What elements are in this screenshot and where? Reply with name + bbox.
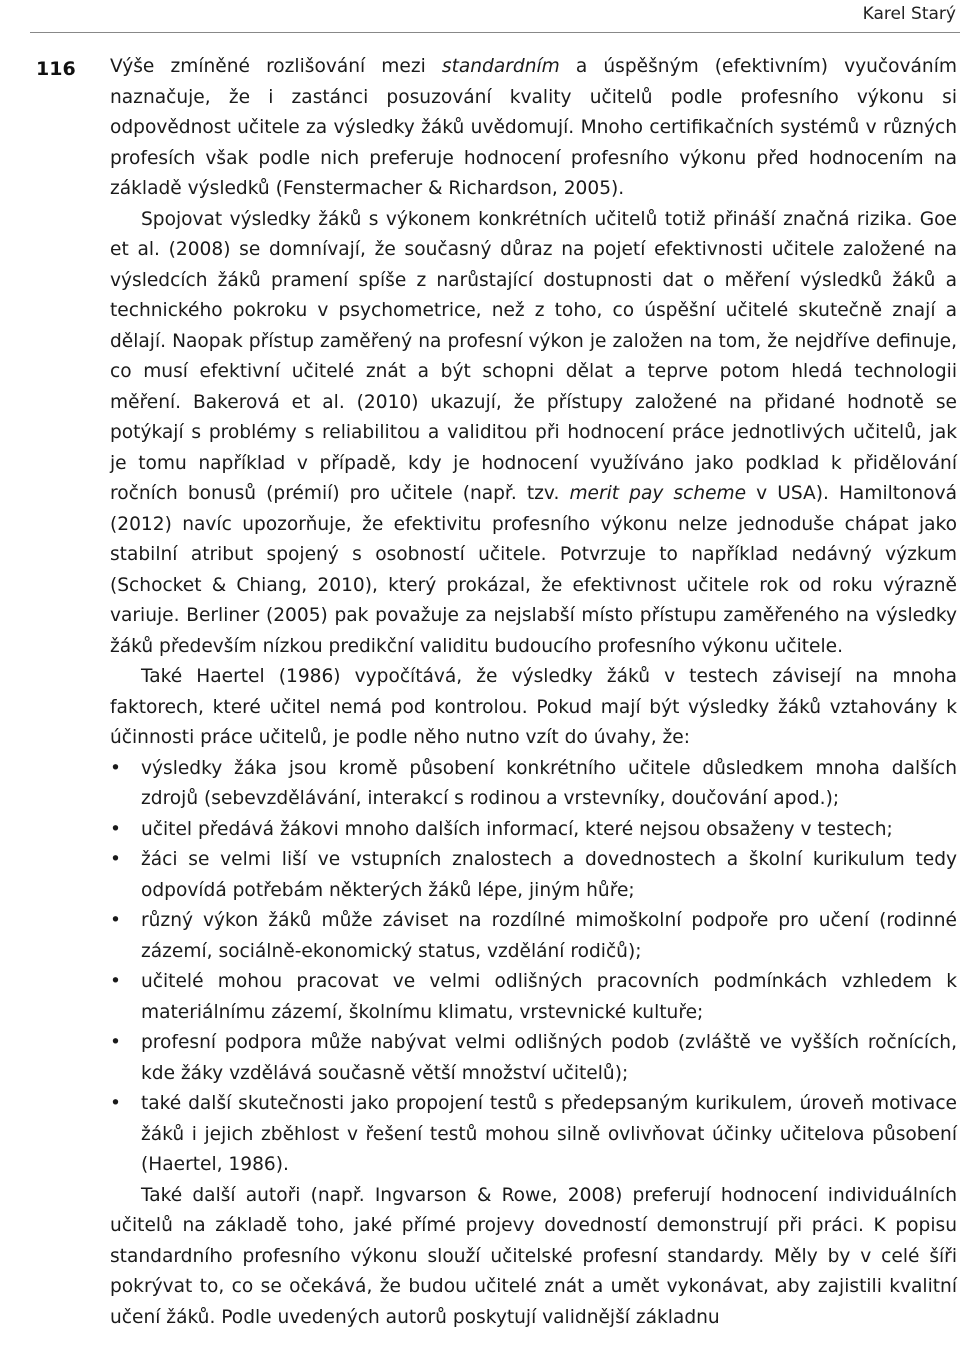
p1-text-a: Výše zmíněné rozlišování mezi xyxy=(110,56,442,77)
bullet-list xyxy=(110,754,957,1181)
bullet-item: • žáci se velmi liší ve vstupních znalostech a dovednostech a školní kurikulum tedy odpovídá potřebám některých žáků lépe, jiným hůře; xyxy=(110,845,957,906)
bullet-item: • výsledky žáka jsou kromě působení konkrétního učitele důsledkem mnoha dalších zdrojů (sebevzdělávání, interakcí s rodinou a vrstevníky, doučování apod.); xyxy=(110,754,957,815)
p1-italic-term: standardním xyxy=(441,56,560,77)
p1-text-b: a úspěšným (efektivním) vyučováním naznačuje, že i zastánci posuzování kvality učitelů podle profesního výkonu si odpovědnost učitele za výsledky žáků uvědomují. Mnoho certifikačních systémů v různých profesích však podle nich preferuje hodnocení profesního výkonu před hodnocením na základě výsledků (Fenstermacher & Richardson, 2005). xyxy=(110,56,957,199)
bullet-item: • také další skutečnosti jako propojení testů s předepsaným kurikulem, úroveň motivace žáků i jejich zběhlost v řešení testů mohou silně ovlivňovat účinky učitelova působení (Haertel, 1986). xyxy=(110,1089,957,1181)
p2-italic-term: merit pay scheme xyxy=(569,483,747,504)
body-text xyxy=(110,52,957,1333)
paragraph-3: Také Haertel (1986) vypočítává, že výsledky žáků v testech závisejí na mnoha faktorech, které učitel nemá pod kontrolou. Pokud mají být výsledky žáků vztahovány k účinnosti práce učitelů, je podle něho nutno vzít do úvahy, že: xyxy=(110,666,957,748)
bullet-item: • různý výkon žáků může záviset na rozdílné mimoškolní podpoře pro učení (rodinné zázemí, sociálně-ekonomický status, vzdělání rodičů); xyxy=(110,906,957,967)
running-head-author: Karel Starý xyxy=(862,4,956,24)
bullet-item: • učitel předává žákovi mnoho dalších informací, které nejsou obsaženy v testech; xyxy=(110,815,957,846)
paragraph-2 xyxy=(110,205,957,663)
bullet-item: • učitelé mohou pracovat ve velmi odlišných pracovních podmínkách vzhledem k materiálnímu zázemí, školnímu klimatu, vrstevnické kultuře; xyxy=(110,967,957,1028)
p2-text-a: Spojovat výsledky žáků s výkonem konkrétních učitelů totiž přináší značná rizika. Goe et al. (2008) se domnívají, že současný důraz na pojetí efektivnosti učitele založené na výsledcích žáků pramení spíše z narůstající dostupnosti dat o měření výsledků žáků a technického pokroku v psychometrice, než z toho, co úspěšní učitelé skutečně znají a dělají. Naopak přístup zaměřený na profesní výkon je založen na tom, že nejdříve definuje, co musí efektivní učitelé znát a být schopni dělat a teprve potom hledá technologii měření. Bakerová et al. (2010) ukazují, že přístupy založené na přidané hodnotě se potýkají s problémy s reliabilitou a validitou při hodnocení práce jednotlivých učitelů, jak je tomu například v případě, kdy je hodnocení využíváno jako podklad k přidělování ročních bonusů (prémií) pro učitele (např. tzv. xyxy=(110,208,957,504)
paragraph-1 xyxy=(110,52,957,205)
paragraph-4: Také další autoři (např. Ingvarson & Rowe, 2008) preferují hodnocení individuálních učitelů na základě toho, jaké přímé projevy dovedností demonstrují při práci. K popisu standardního profesního výkonu slouží učitelské profesní standardy. Měly by v celé šíři pokrývat to, co se očekává, že budou učitelé znát a umět vykonávat, aby zajistili kvalitní učení žáků. Podle uvedených autorů poskytují validnější základnu xyxy=(110,1184,957,1328)
bullet-item: • profesní podpora může nabývat velmi odlišných podob (zvláště ve vyšších ročnících, kde žáky vzdělává současně větší množství učitelů); xyxy=(110,1028,957,1089)
page-number: 116 xyxy=(36,58,76,80)
p2-text-b: v USA). Hamiltonová (2012) navíc upozorňuje, že efektivitu profesního výkonu nelze jednoduše chápat jako stabilní atribut spojený s osobností učitele. Potvrzuje to například nedávný výzkum (Schocket & Chiang, 2010), který prokázal, že efektivnost učitele rok od roku výrazně variuje. Berliner (2005) pak považuje za nejslabší místo přístupu zaměřeného na výsledky žáků především nízkou predikční validitu budoucího profesního výkonu učitele. xyxy=(110,483,957,657)
header-rule xyxy=(30,32,960,33)
